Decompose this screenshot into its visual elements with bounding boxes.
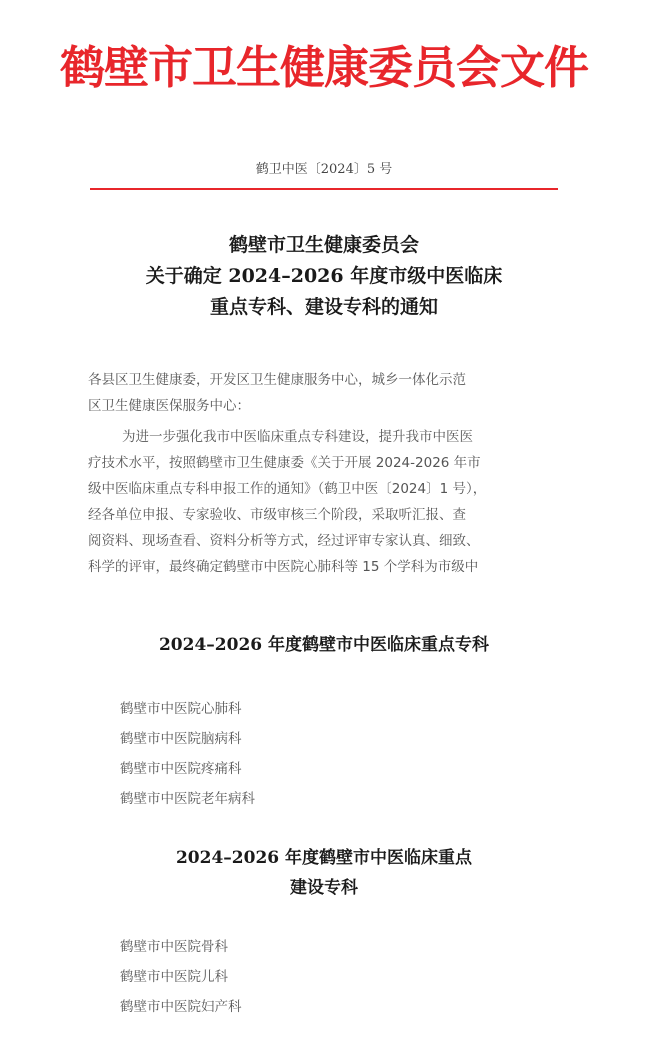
paragraph-line: 级中医临床重点专科申报工作的通知》（鹤卫中医〔2024〕1 号）， — [88, 481, 487, 497]
list-item: 鹤壁市中医院老年病科 — [120, 791, 255, 807]
body-paragraph — [88, 424, 568, 580]
list-item: 鹤壁市中医院心肺科 — [120, 701, 242, 717]
list-item: 鹤壁市中医院脑病科 — [120, 731, 242, 747]
list-item: 鹤壁市中医院骨科 — [120, 939, 228, 955]
header-divider — [90, 188, 558, 190]
paragraph-line: 经各单位申报、专家验收、市级审核三个阶段，采取听汇报、查 — [88, 507, 466, 523]
key-specialty-list — [120, 694, 255, 814]
notice-title-line: 关于确定 2024–2026 年度市级中医临床 — [145, 265, 503, 287]
document-number: 鹤卫中医〔2024〕5 号 — [255, 162, 393, 177]
paragraph-line: 疗技术水平，按照鹤壁市卫生健康委《关于开展 2024-2026 年市 — [88, 455, 481, 471]
notice-title-line: 鹤壁市卫生健康委员会 — [228, 234, 419, 256]
section-title-line: 建设专科 — [290, 878, 358, 898]
list-item: 鹤壁市中医院儿科 — [120, 969, 228, 985]
addressee-line: 各县区卫生健康委，开发区卫生健康服务中心，城乡一体化示范 — [88, 372, 466, 388]
notice-title — [0, 230, 648, 323]
paragraph-line: 为进一步强化我市中医临床重点专科建设，提升我市中医医 — [122, 429, 473, 445]
list-item: 鹤壁市中医院疼痛科 — [120, 761, 242, 777]
section-title-construction-specialties — [0, 843, 648, 903]
section-title-key-specialties: 2024–2026 年度鹤壁市中医临床重点专科 — [158, 635, 490, 655]
paragraph-line: 阅资料、现场查看、资料分析等方式，经过评审专家认真、细致、 — [88, 533, 480, 549]
list-item: 鹤壁市中医院妇产科 — [120, 999, 242, 1015]
paragraph-line: 科学的评审，最终确定鹤壁市中医院心肺科等 15 个学科为市级中 — [88, 559, 479, 575]
section-title-line: 2024–2026 年度鹤壁市中医临床重点 — [175, 848, 473, 868]
construction-specialty-list — [120, 932, 242, 1022]
addressee — [88, 367, 568, 419]
addressee-line: 区卫生健康医保服务中心： — [88, 398, 250, 414]
document-header-title: 鹤壁市卫生健康委员会文件 — [59, 41, 588, 94]
notice-title-line: 重点专科、建设专科的通知 — [209, 296, 438, 318]
